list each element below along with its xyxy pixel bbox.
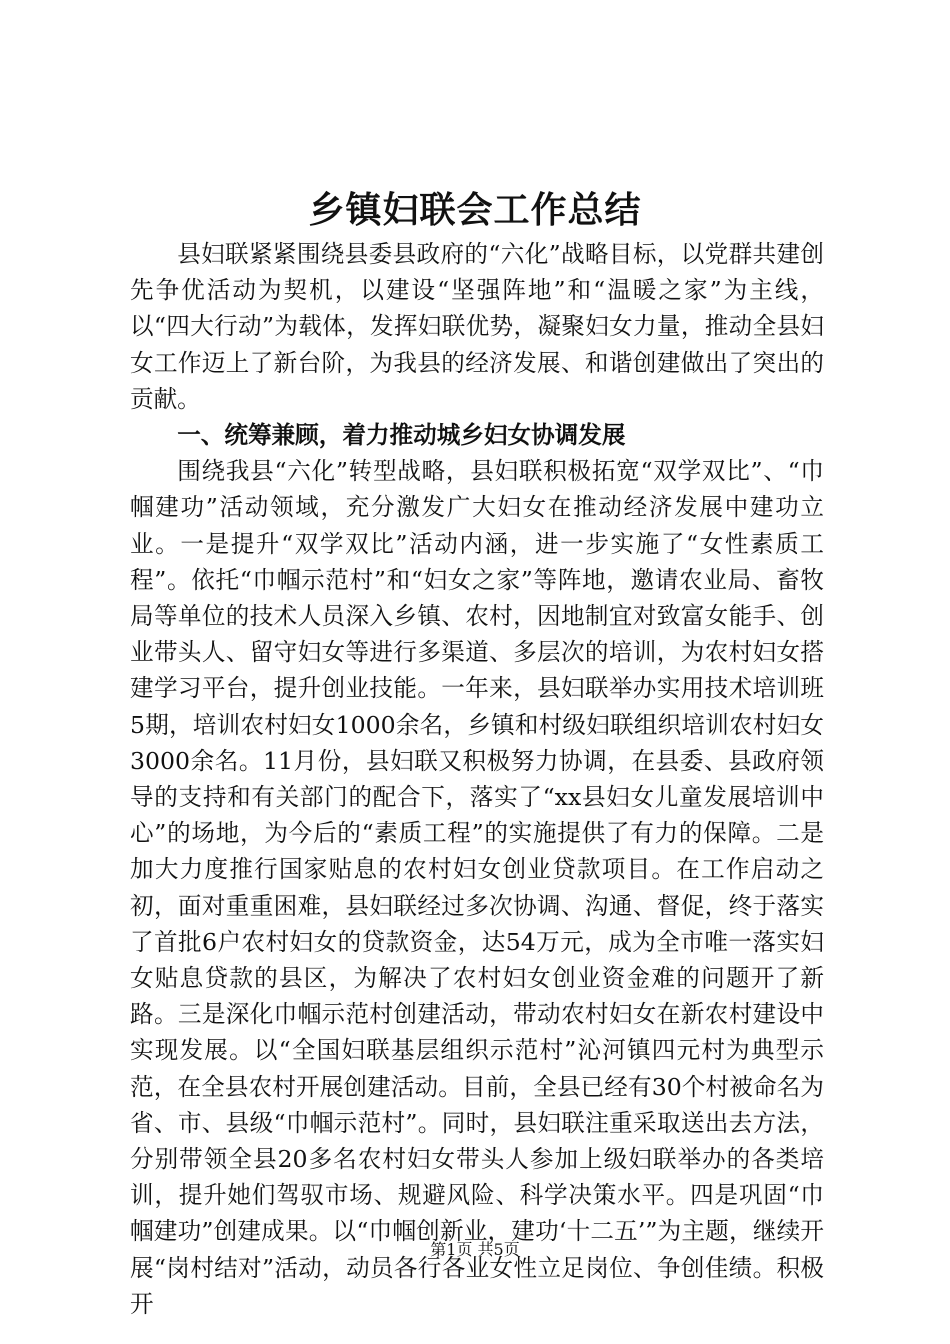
section-heading: 一、统筹兼顾，着力推动城乡妇女协调发展 (177, 421, 626, 450)
document-title: 乡镇妇联会工作总结 (308, 189, 642, 231)
document-body (130, 236, 824, 1322)
page-footer: 第1页 共5页 (430, 1240, 520, 1259)
section-paragraph: 围绕我县“六化”转型战略，县妇联积极拓宽“双学双比”、“巾帼建功”活动领域，充分激发广大妇女在推动经济发展中建功立业。一是提升“双学双比”活动内涵，进一步实施了“女性素质工程”。依托“巾帼示范村”和“妇女之家”等阵地，邀请农业局、畜牧局等单位的技术人员深入乡镇、农村，因地制宜对致富女能手、创业带头人、留守妇女等进行多渠道、多层次的培训，为农村妇女搭建学习平台，提升创业技能。一年来，县妇联举办实用技术培训班5期，培训农村妇女1000余名，乡镇和村级妇联组织培训农村妇女3000余名。11月份，县妇联又积极努力协调，在县委、县政府领导的支持和有关部门的配合下，落实了“xx县妇女儿童发展培训中心”的场地，为今后的“素质工程”的实施提供了有力的保障。二是加大力度推行国家贴息的农村妇女创业贷款项目。在工作启动之初，面对重重困难，县妇联经过多次协调、沟通、督促，终于落实了首批6户农村妇女的贷款资金，达54万元，成为全市唯一落实妇女贴息贷款的县区，为解决了农村妇女创业资金难的问题开了新路。三是深化巾帼示范村创建活动，带动农村妇女在新农村建设中实现发展。以“全国妇联基层组织示范村”沁河镇四元村为典型示范，在全县农村开展创建活动。目前，全县已经有30个村被命名为省、市、县级“巾帼示范村”。同时，县妇联注重采取送出去方法，分别带领全县20多名农村妇女带头人参加上级妇联举办的各类培训，提升她们驾驭市场、规避风险、科学决策水平。四是巩固“巾帼建功”创建成果。以“巾帼创新业，建功‘十二五’”为主题，继续开展“岗村结对”活动，动员各行各业女性立足岗位、争创佳绩。积极开 (130, 457, 824, 1318)
intro-paragraph: 县妇联紧紧围绕县委县政府的“六化”战略目标，以党群共建创先争优活动为契机，以建设“坚强阵地”和“温暖之家”为主线，以“四大行动”为载体，发挥妇联优势，凝聚妇女力量，推动全县妇女工作迈上了新台阶，为我县的经济发展、和谐创建做出了突出的贡献。 (130, 240, 824, 413)
